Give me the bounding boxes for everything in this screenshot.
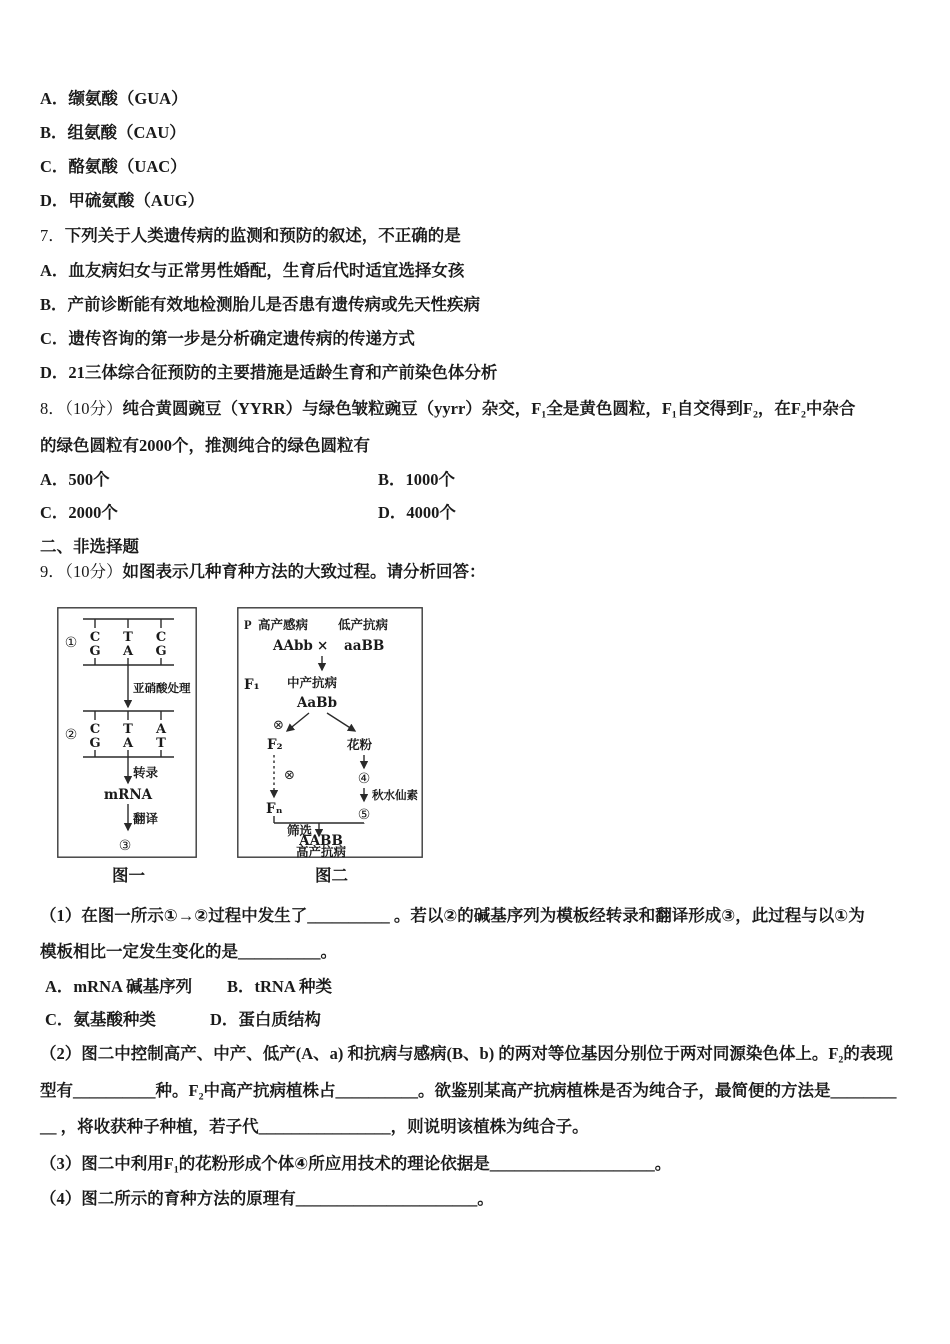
- parent1-phenotype: 高产感病: [258, 618, 309, 632]
- selfing-symbol-2: ⊗: [284, 768, 295, 783]
- dna2-bottom-base-3: T: [156, 736, 166, 751]
- q8-stem-text: 纯合黄圆豌豆（YYRR）与绿色皱粒豌豆（yyrr）杂交，F₁全是黄色圆粒，F₁自交得到F₂，在F₂中杂合: [122, 399, 856, 418]
- screening-label: 筛选: [287, 824, 313, 838]
- transcription-label: 转录: [133, 766, 159, 780]
- pollen-label: 花粉: [347, 738, 373, 752]
- dna2-bottom-base-2: A: [122, 736, 134, 751]
- q8-score: （10分）: [64, 399, 123, 418]
- mrna-label: mRNA: [103, 787, 153, 803]
- parent1-genotype: AAbb: [273, 638, 313, 654]
- step1-circled-number: ①: [64, 635, 78, 651]
- q9-sub1-line1: （1）在图一所示①→②过程中发生了__________ 。若以②的碱基序列为模板经转录和翻译形成③，此过程与以①为: [40, 906, 865, 925]
- q6-option-c: C．酪氨酸（UAC）: [40, 157, 187, 176]
- q7-option-a: A．血友病妇女与正常男性婚配，生育后代时适宜选择女孩: [40, 261, 465, 280]
- fn-label: Fₙ: [266, 801, 283, 817]
- q9-sub2-line3: __ ，将收获种子种植，若子代________________，则说明该植株为纯合子。: [40, 1117, 589, 1136]
- selfing-symbol-1: ⊗: [273, 718, 284, 733]
- q9-sub4-line: （4）图二所示的育种方法的原理有______________________。: [40, 1189, 494, 1208]
- result-genotype: AABB: [299, 833, 343, 849]
- dna2-top-base-2: T: [123, 722, 133, 737]
- q7-stem: [40, 226, 461, 247]
- step4-circled-number: ④: [357, 771, 371, 787]
- section2-title: 二、非选择题: [40, 537, 139, 556]
- dna1-bottom-base-2: A: [122, 644, 134, 659]
- cross-symbol: ×: [317, 638, 329, 654]
- q8-options-row2: [40, 503, 456, 524]
- figure2-breeding-diagram: [237, 607, 423, 858]
- q9-sub1-options-row2: [45, 1010, 321, 1031]
- step3-circled-number: ③: [118, 838, 132, 854]
- q8-number: 8．: [40, 399, 65, 418]
- dna1-bottom-base-3: G: [155, 644, 167, 659]
- q9-sub1-option-c: C．氨基酸种类: [45, 1010, 156, 1029]
- dna1-top-base-3: C: [155, 630, 167, 645]
- dna2-bottom-base-1: G: [89, 736, 101, 751]
- f1-genotype: AaBb: [296, 695, 338, 711]
- parent2-genotype: aaBB: [344, 638, 385, 654]
- colchicine-label: 秋水仙素: [372, 790, 418, 802]
- f2-label: F₂: [267, 737, 283, 753]
- figure1-breeding-diagram: [57, 607, 197, 858]
- q9-sub2-line2: 型有__________种。F₂中高产抗病植株占__________。欲鉴别某高产抗病植株是否为纯合子，最简便的方法是________: [40, 1081, 897, 1100]
- q6-option-b: B．组氨酸（CAU）: [40, 123, 186, 142]
- q9-stem: [40, 562, 486, 583]
- q6-option-d: D．甲硫氨酸（AUG）: [40, 191, 205, 210]
- dna2-top-base-1: C: [89, 722, 101, 737]
- q8-options-row1: [40, 470, 455, 491]
- q8-option-d: D．4000个: [378, 503, 456, 522]
- figure2-border: [238, 608, 422, 857]
- q9-number: 9．: [40, 562, 65, 581]
- q8-option-b: B．1000个: [378, 470, 456, 489]
- p-generation-label: P: [244, 618, 252, 632]
- nitrous-acid-label: 亚硝酸处理: [133, 683, 191, 695]
- translation-label: 翻译: [133, 812, 159, 826]
- q9-score: （10分）: [64, 562, 123, 581]
- dna1-top-base-2: T: [123, 630, 133, 645]
- figure2-caption: 图二: [315, 866, 348, 885]
- dna1-bottom-base-1: G: [89, 644, 101, 659]
- parent2-phenotype: 低产抗病: [338, 618, 389, 632]
- q9-sub2-line1: （2）图二中控制高产、中产、低产(A、a) 和抗病与感病(B、b) 的两对等位基因分别位于两对同源染色体上。F₂的表现: [40, 1044, 893, 1063]
- arrow-selfing-to-f2: [287, 713, 309, 731]
- arrow-to-pollen: [327, 713, 355, 731]
- q7-stem-text: 下列关于人类遗传病的监测和预防的叙述，不正确的是: [64, 226, 461, 245]
- dna-segment-1: [83, 619, 174, 665]
- q7-option-b: B．产前诊断能有效地检测胎儿是否患有遗传病或先天性疾病: [40, 295, 481, 314]
- q9-stem-text: 如图表示几种育种方法的大致过程。请分析回答：: [122, 562, 486, 581]
- dna2-top-base-3: A: [155, 722, 167, 737]
- f1-label: F₁: [244, 677, 260, 693]
- q8-stem-line1: [40, 399, 855, 420]
- q9-sub1-option-d: D．蛋白质结构: [210, 1010, 321, 1029]
- q6-option-a: A．缬氨酸（GUA）: [40, 89, 188, 108]
- q7-option-d: D．21三体综合征预防的主要措施是适龄生育和产前染色体分析: [40, 363, 498, 382]
- q7-number: 7．: [40, 226, 65, 245]
- q8-stem-line2: 的绿色圆粒有2000个，推测纯合的绿色圆粒有: [40, 436, 370, 455]
- step2-circled-number: ②: [64, 727, 78, 743]
- q9-sub3-line: （3）图二中利用F₁的花粉形成个体④所应用技术的理论依据是____________________。: [40, 1154, 672, 1173]
- dna1-top-base-1: C: [89, 630, 101, 645]
- q7-option-c: C．遗传咨询的第一步是分析确定遗传病的传递方式: [40, 329, 415, 348]
- dna-segment-2: [83, 711, 174, 757]
- q9-sub1-option-b: B．tRNA 种类: [227, 977, 332, 996]
- figure1-caption: 图一: [112, 866, 145, 885]
- q9-sub1-option-a: A．mRNA 碱基序列: [45, 977, 193, 996]
- result-phenotype: 高产抗病: [295, 845, 347, 858]
- q9-sub1-options-row1: [45, 977, 332, 998]
- q8-option-c: C．2000个: [40, 503, 118, 522]
- q9-sub1-line2: 模板相比一定发生变化的是__________。: [40, 942, 337, 961]
- step5-circled-number: ⑤: [357, 807, 371, 823]
- f1-phenotype: 中产抗病: [287, 676, 338, 690]
- q8-option-a: A．500个: [40, 470, 110, 489]
